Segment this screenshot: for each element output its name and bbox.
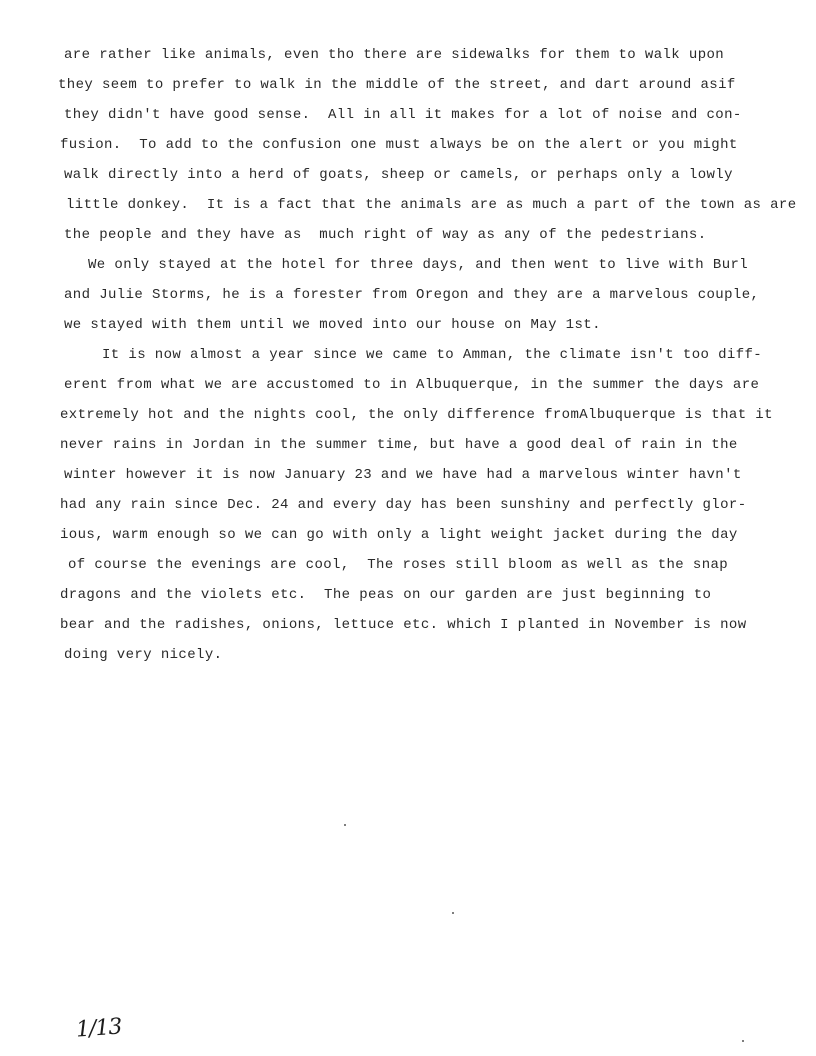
text-line: we stayed with them until we moved into our house on May 1st. [64,317,601,333]
text-line: bear and the radishes, onions, lettuce etc. which I planted in November is now [60,617,747,633]
text-line: It is now almost a year since we came to Amman, the climate isn't too diff- [102,347,763,363]
text-line: ious, warm enough so we can go with only a light weight jacket during the day [60,527,738,543]
text-line: We only stayed at the hotel for three days, and then went to live with Burl [88,257,749,273]
text-line: dragons and the violets etc. The peas on our garden are just beginning to [60,587,712,603]
text-line: are rather like animals, even tho there are sidewalks for them to walk upon [64,47,725,63]
paper-speck [344,824,346,826]
text-line: doing very nicely. [64,647,223,663]
text-line: little donkey. It is a fact that the animals are as much a part of the town as are [66,197,797,213]
paper-speck [742,1040,744,1042]
text-line: extremely hot and the nights cool, the only difference fromAlbuquerque is that it [60,407,773,423]
text-line: fusion. To add to the confusion one must always be on the alert or you might [60,137,738,153]
text-line: of course the evenings are cool, The roses still bloom as well as the snap [68,557,729,573]
text-line: never rains in Jordan in the summer time, but have a good deal of rain in the [60,437,738,453]
text-line: winter however it is now January 23 and we have had a marvelous winter havn't [64,467,742,483]
text-line: and Julie Storms, he is a forester from Oregon and they are a marvelous couple, [64,287,760,303]
handwritten-page-number: 1/13 [75,1014,123,1043]
text-line: had any rain since Dec. 24 and every day has been sunshiny and perfectly glor- [60,497,747,513]
text-line: the people and they have as much right of way as any of the pedestrians. [64,227,707,243]
text-line: they seem to prefer to walk in the middle of the street, and dart around asif [58,77,736,93]
text-line: walk directly into a herd of goats, sheep or camels, or perhaps only a lowly [64,167,733,183]
text-line: erent from what we are accustomed to in Albuquerque, in the summer the days are [64,377,760,393]
paper-speck [452,912,454,914]
text-line: they didn't have good sense. All in all it makes for a lot of noise and con- [64,107,742,123]
